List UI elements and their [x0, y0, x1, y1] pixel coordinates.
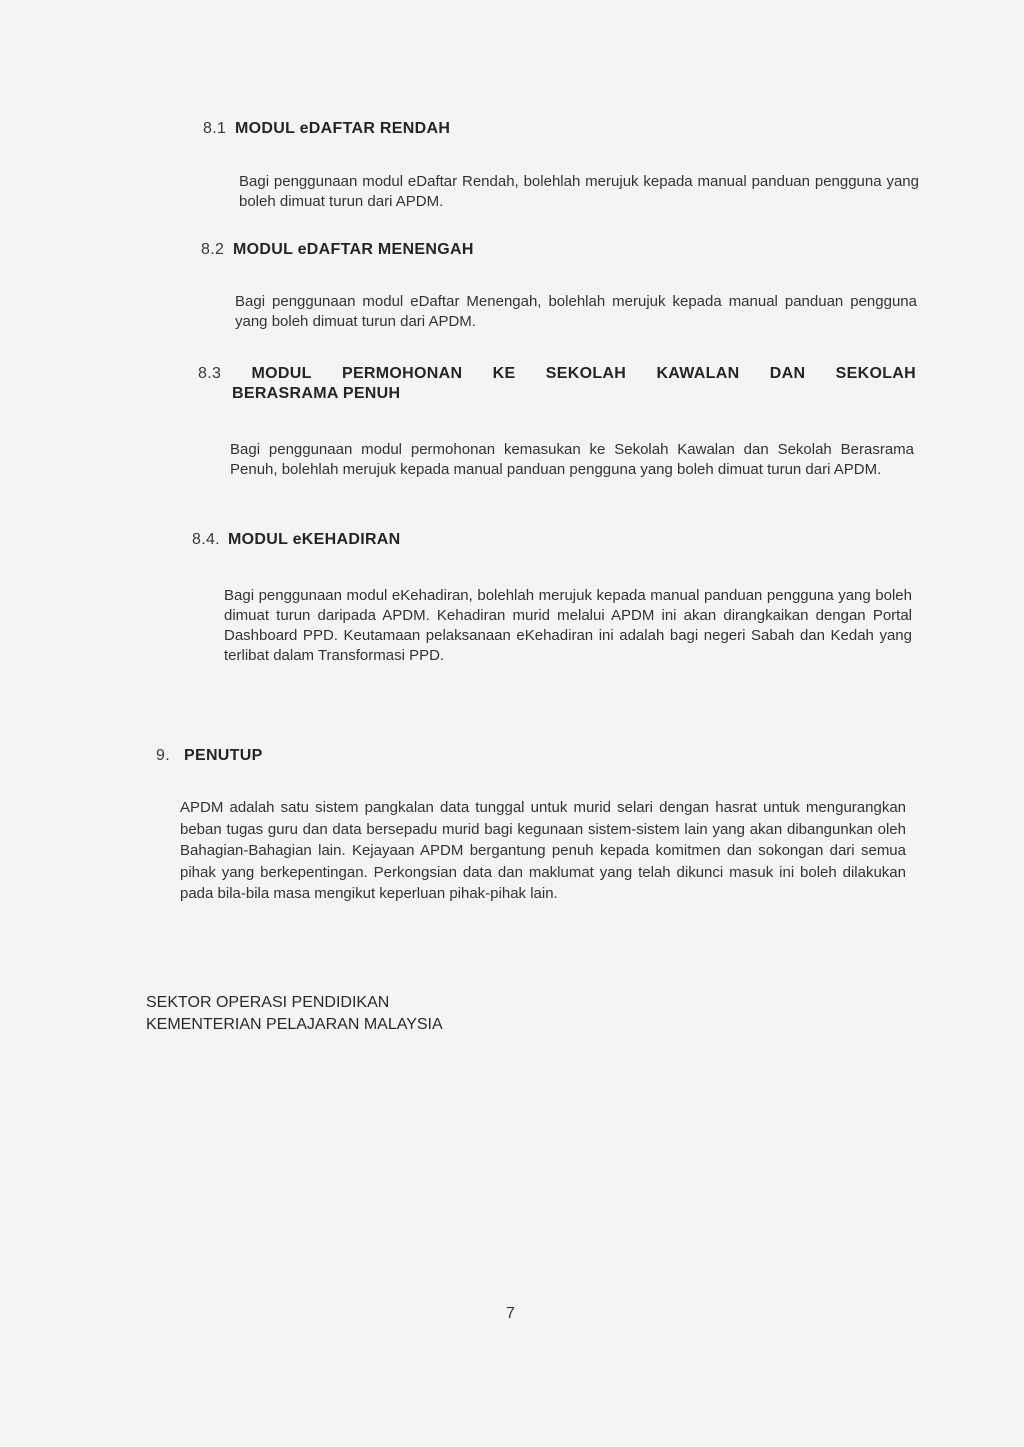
section-body-8-4: Bagi penggunaan modul eKehadiran, bolehlah merujuk kepada manual panduan pengguna yang boleh dimuat turun daripada APDM. Kehadiran murid melalui APDM ini akan dirangkaikan dengan Portal Dashboard PPD. Keutamaan pelaksanaan eKehadiran ini adalah bagi negeri Sabah dan Kedah yang terlibat dalam Transformasi PPD.: [224, 587, 912, 664]
section-number: 8.3: [198, 365, 222, 382]
section-number: 9.: [156, 747, 170, 764]
title-word: SEKOLAH: [545, 365, 627, 382]
section-title: MODUL eDAFTAR MENENGAH: [233, 241, 474, 258]
title-word: SEKOLAH: [835, 365, 916, 382]
signature-line2: KEMENTERIAN PELAJARAN MALAYSIA: [146, 1016, 443, 1033]
title-word: DAN: [769, 365, 806, 382]
signature-block: [146, 992, 443, 1036]
section-heading-8-2: [201, 241, 474, 259]
section-title-line1: [198, 364, 916, 384]
signature-line1: SEKTOR OPERASI PENDIDIKAN: [146, 994, 390, 1011]
page-number: 7: [506, 1305, 515, 1322]
title-word: KE: [492, 365, 516, 382]
section-heading-8-3: [198, 364, 916, 404]
title-word: KAWALAN: [656, 365, 740, 382]
section-body-8-1: Bagi penggunaan modul eDaftar Rendah, bolehlah merujuk kepada manual panduan pengguna yang boleh dimuat turun dari APDM.: [239, 173, 919, 210]
section-number: 8.2: [201, 241, 225, 258]
section-title: MODUL eKEHADIRAN: [228, 531, 401, 548]
section-title: PENUTUP: [184, 747, 263, 764]
section-heading-9: [156, 747, 263, 765]
section-number: 8.1: [203, 120, 227, 137]
section-heading-8-4: [192, 531, 401, 549]
section-heading-8-1: [203, 120, 450, 138]
section-number: 8.4.: [192, 531, 220, 548]
section-body-9: APDM adalah satu sistem pangkalan data tunggal untuk murid selari dengan hasrat untuk mengurangkan beban tugas guru dan data bersepadu murid bagi kegunaan sistem-sistem lain yang akan dibangunkan oleh Bahagian-Bahagian lain. Kejayaan APDM bergantung penuh kepada komitmen dan sokongan dari semua pihak yang berkepentingan. Perkongsian data dan maklumat yang telah dikunci masuk ini boleh dilakukan pada bila-bila masa mengikut keperluan pihak-pihak lain.: [180, 799, 906, 902]
section-title-line2: BERASRAMA PENUH: [232, 385, 401, 402]
title-word: MODUL: [251, 365, 312, 382]
section-body-8-2: Bagi penggunaan modul eDaftar Menengah, bolehlah merujuk kepada manual panduan pengguna yang boleh dimuat turun dari APDM.: [235, 293, 917, 330]
section-body-8-3: Bagi penggunaan modul permohonan kemasukan ke Sekolah Kawalan dan Sekolah Berasrama Penuh, bolehlah merujuk kepada manual panduan pengguna yang boleh dimuat turun dari APDM.: [230, 441, 914, 478]
section-title: MODUL eDAFTAR RENDAH: [235, 120, 451, 137]
title-word: PERMOHONAN: [341, 365, 463, 382]
